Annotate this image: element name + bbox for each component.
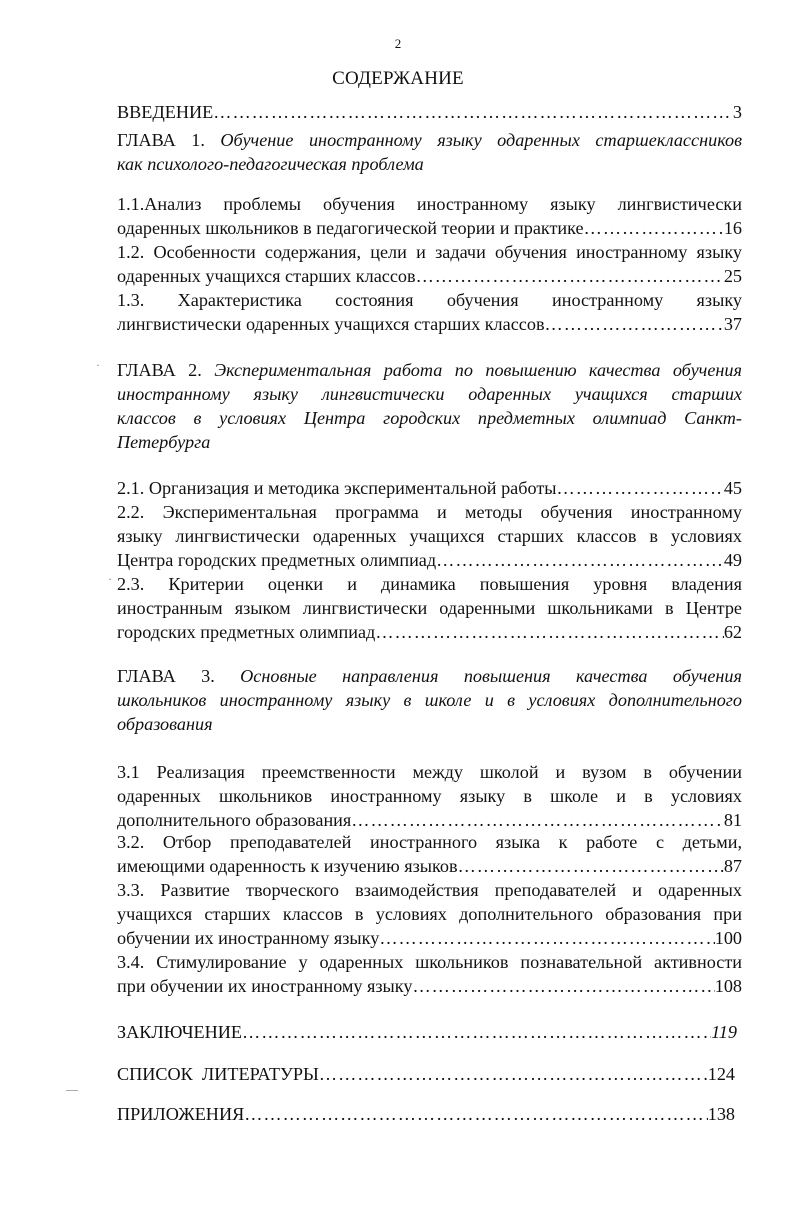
section-text: иностранным языком лингвистически одаренными школьниками в Центре bbox=[117, 598, 742, 618]
toc-label: ВВЕДЕНИЕ bbox=[117, 102, 214, 122]
chapter-title: школьников иностранному языку в школе и в условиях дополнительного bbox=[117, 690, 742, 710]
toc-chapter-1[interactable] bbox=[117, 128, 742, 176]
section-text: 3.4. Стимулирование у одаренных школьников познавательной активности bbox=[117, 952, 742, 972]
toc-page: 124 bbox=[707, 1064, 735, 1084]
section-text: 2.3. Критерии оценки и динамика повышения уровня владения bbox=[117, 574, 742, 594]
section-text: 3.3. Развитие творческого взаимодействия преподавателей и одаренных bbox=[117, 880, 742, 900]
chapter-title: Экспериментальная работа по повышению качества обучения bbox=[214, 360, 742, 380]
section-text: 2.2. Экспериментальная программа и методы обучения иностранному bbox=[117, 502, 742, 522]
page-number: 2 bbox=[394, 36, 402, 51]
section-text: 1.3. Характеристика состояния обучения иностранному языку bbox=[117, 290, 742, 310]
toc-label: ПРИЛОЖЕНИЯ bbox=[117, 1104, 245, 1124]
toc-page: 45 bbox=[723, 478, 742, 498]
toc-appendix[interactable] bbox=[117, 1102, 735, 1126]
toc-section-3-4[interactable] bbox=[117, 950, 742, 998]
chapter-title: классов в условиях Центра городских предметных олимпиад Санкт- bbox=[117, 408, 742, 428]
toc-page: 108 bbox=[714, 976, 742, 996]
toc-page: 16 bbox=[723, 218, 742, 238]
toc-section-2-3[interactable] bbox=[117, 572, 742, 644]
toc-label: ЗАКЛЮЧЕНИЕ bbox=[117, 1022, 243, 1042]
toc-section-1-2[interactable] bbox=[117, 240, 742, 288]
toc-conclusion[interactable] bbox=[117, 1020, 737, 1044]
toc-section-1-1[interactable] bbox=[117, 192, 742, 240]
toc-intro[interactable] bbox=[117, 100, 742, 124]
chapter-label: ГЛАВА 3. bbox=[117, 666, 215, 686]
toc-section-3-2[interactable] bbox=[117, 830, 742, 878]
section-text: при обучении их иностранному языку bbox=[117, 976, 413, 996]
toc-chapter-2[interactable] bbox=[117, 358, 742, 454]
section-text: одаренных школьников иностранному языку в школе и в условиях bbox=[117, 786, 742, 806]
toc-references[interactable] bbox=[117, 1062, 735, 1086]
toc-section-3-3[interactable] bbox=[117, 878, 742, 950]
section-text: 1.1.Анализ проблемы обучения иностранному языку лингвистически bbox=[117, 194, 742, 214]
chapter-title: как психолого-педагогическая проблема bbox=[117, 154, 424, 174]
toc-section-3-1[interactable] bbox=[117, 760, 742, 832]
chapter-title: Основные направления повышения качества обучения bbox=[240, 666, 742, 686]
toc-page: 87 bbox=[723, 856, 742, 876]
chapter-title: образования bbox=[117, 714, 213, 734]
section-text: Центра городских предметных олимпиад bbox=[117, 550, 437, 570]
toc-page: 3 bbox=[732, 102, 742, 122]
section-text: дополнительного образования bbox=[117, 810, 352, 830]
toc-page: 119 bbox=[711, 1022, 737, 1042]
toc-section-1-3[interactable] bbox=[117, 288, 742, 336]
toc-chapter-3[interactable] bbox=[117, 664, 742, 736]
section-text: языку лингвистически одаренных учащихся старших классов в условиях bbox=[117, 526, 742, 546]
chapter-title: Обучение иностранному языку одаренных старшеклассников bbox=[220, 130, 742, 150]
toc-page: 62 bbox=[723, 622, 742, 642]
section-text: 3.2. Отбор преподавателей иностранного языка к работе с детьми, bbox=[117, 832, 742, 852]
toc-label: СПИСОК ЛИТЕРАТУРЫ bbox=[117, 1064, 319, 1084]
section-text: лингвистически одаренных учащихся старших классов bbox=[117, 314, 545, 334]
scan-mark: · bbox=[96, 358, 100, 372]
toc-page: 81 bbox=[723, 810, 742, 830]
chapter-label: ГЛАВА 1. bbox=[117, 130, 205, 150]
scan-mark: · bbox=[108, 572, 112, 586]
section-text: 2.1. Организация и методика экспериментальной работы bbox=[117, 478, 557, 498]
toc-page: 49 bbox=[723, 550, 742, 570]
section-text: одаренных школьников в педагогической теории и практике bbox=[117, 218, 584, 238]
section-text: имеющими одаренность к изучению языков bbox=[117, 856, 458, 876]
chapter-label: ГЛАВА 2. bbox=[117, 360, 202, 380]
section-text: городских предметных олимпиад bbox=[117, 622, 376, 642]
toc-section-2-1[interactable] bbox=[117, 476, 742, 500]
toc-page: 25 bbox=[723, 266, 742, 286]
toc-page: 37 bbox=[723, 314, 742, 334]
section-text: 3.1 Реализация преемственности между школой и вузом в обучении bbox=[117, 762, 742, 782]
toc-page: 138 bbox=[707, 1104, 735, 1124]
scan-mark: ‒‒ bbox=[66, 1082, 78, 1096]
section-text: 1.2. Особенности содержания, цели и задачи обучения иностранному языку bbox=[117, 242, 742, 262]
chapter-title: иностранному языку лингвистически одаренных учащихся старших bbox=[117, 384, 742, 404]
chapter-title: Петербурга bbox=[117, 432, 211, 452]
toc-page: 100 bbox=[714, 928, 742, 948]
toc-section-2-2[interactable] bbox=[117, 500, 742, 572]
section-text: обучении их иностранному языку bbox=[117, 928, 380, 948]
page-title: СОДЕРЖАНИЕ bbox=[332, 68, 464, 89]
section-text: одаренных учащихся старших классов bbox=[117, 266, 416, 286]
section-text: учащихся старших классов в условиях дополнительного образования при bbox=[117, 904, 742, 924]
